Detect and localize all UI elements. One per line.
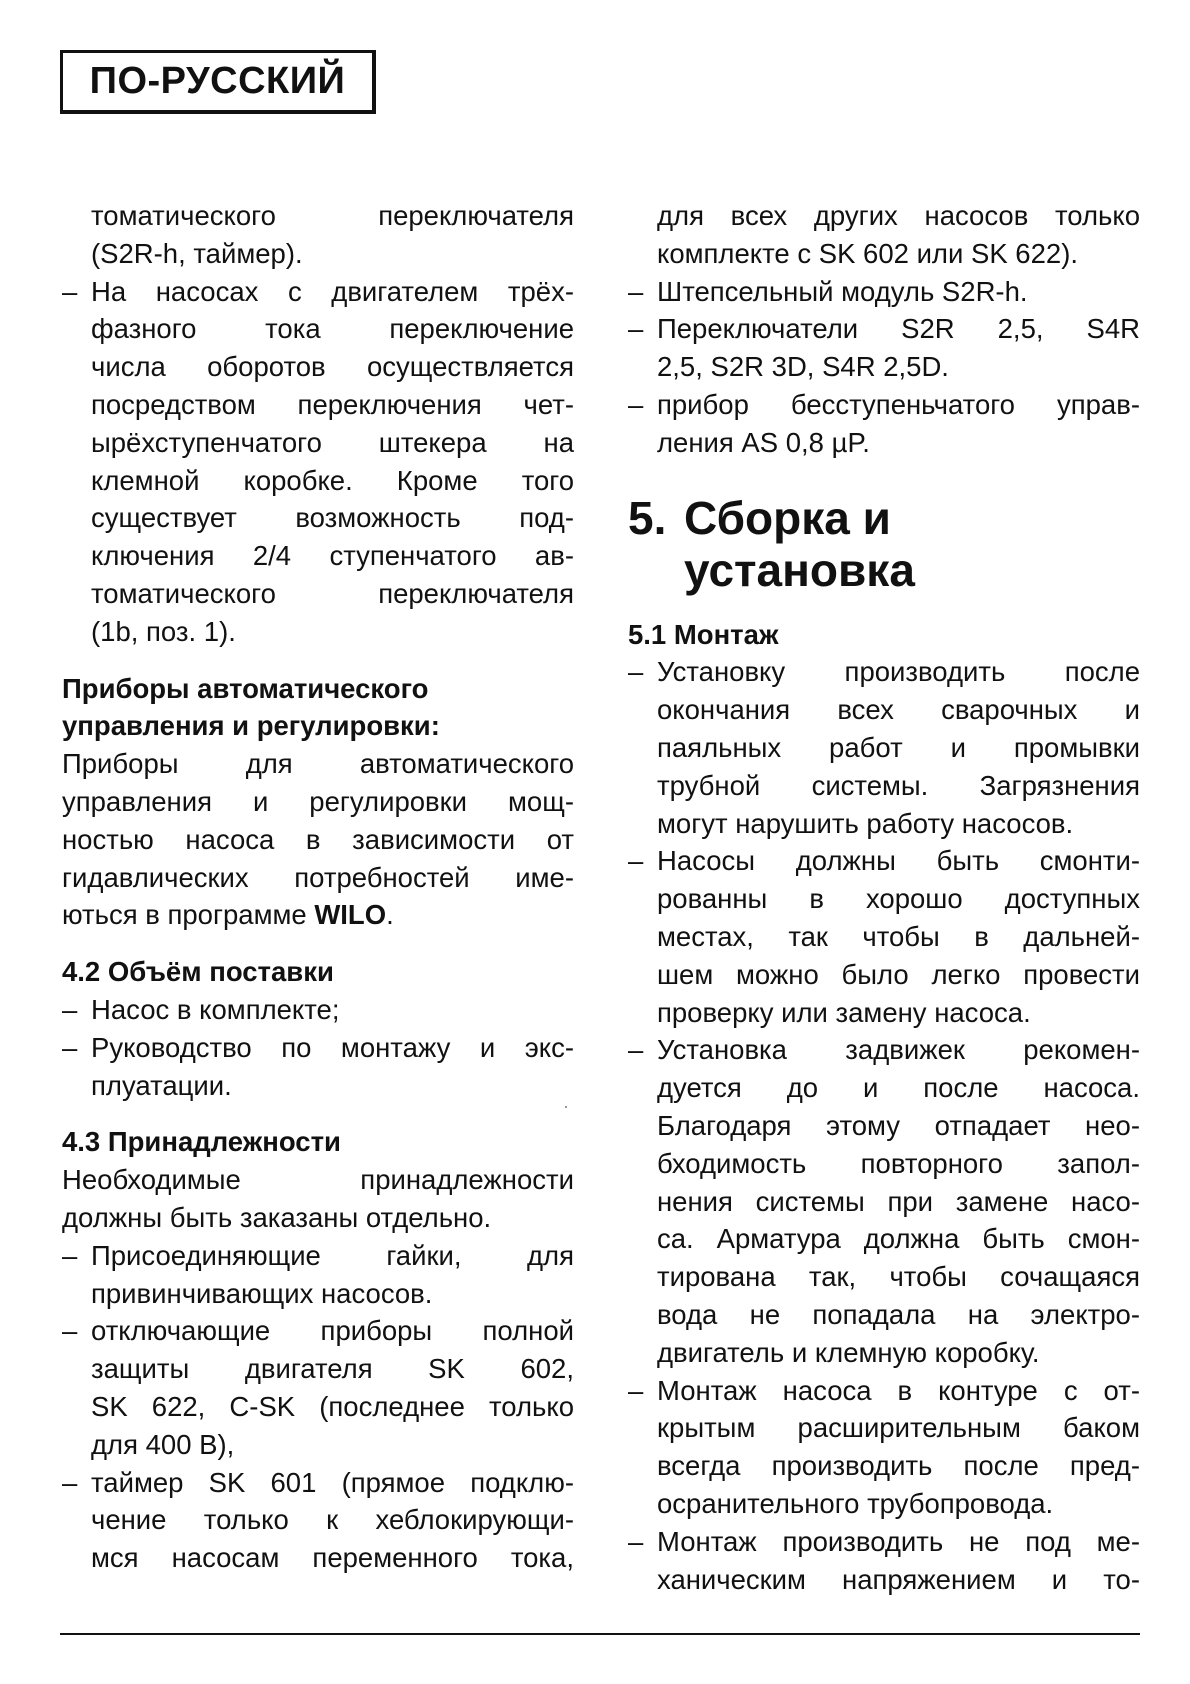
mounting-heading: 5.1 Монтаж [628, 618, 779, 650]
list-item: – Установку производить после окончания всех сварочных и паяльных работ и промывки трубной системы. Загрязнения могут нарушить работу насосов. [628, 656, 1140, 839]
scan-speck [565, 1106, 567, 1108]
list-item: – прибор бесступеньчатого управ- ления AS 0,8 µP. [628, 388, 1140, 458]
language-label: ПО-РУССКИЙ [60, 50, 376, 114]
list-item: – таймер SK 601 (прямое подклю- чение только к хеблокирующи- мся насосам переменного тока, [62, 1466, 574, 1574]
list-item: – Присоединяющие гайки, для привинчивающих насосов. [62, 1239, 574, 1309]
list-item: – Руководство по монтажу и экс- плуатации. [62, 1031, 574, 1101]
list-item: – Монтаж производить не под ме- ханическим напряжением и то- [628, 1525, 1140, 1595]
list-item: – Переключатели S2R 2,5, S4R 2,5, S2R 3D, S4R 2,5D. [628, 313, 1140, 383]
list-item: – Установка задвижек рекомен- дуется до и после насоса. Благодаря этому отпадает нео- бходимость повторного запол- нения системы при замене насо- са. Арматура должна быть смон- тирована так, чтобы сочащаяся вода не попадала на электро- двигатель и клемную коробку. [628, 1034, 1140, 1368]
right-continued-text: для всех других насосов только комплекте с SK 602 или SK 622). [657, 200, 1140, 269]
accessories-intro: Необходимые принадлежности должны быть заказаны отдельно. [62, 1164, 574, 1233]
list-item: – Насос в комплекте; [62, 993, 340, 1025]
footer-rule [60, 1633, 1140, 1635]
left-continued-text: томатического переключателя (S2R-h, таймер). [91, 200, 574, 269]
control-devices-text: Приборы для автоматического управления и регулировки мощ- ностью насоса в зависимости от гидавлических потребностей име- ються в программе WILO. [62, 748, 574, 931]
list-item: – На насосах с двигателем трёх- фазного тока переключение числа оборотов осуществляется посредством переключения чет- ырёхступенчатого штекера на клемной коробке. Кроме того существует возможность под- ключения 2/4 ступенчатого ав- томатического переключателя (1b, поз. 1). [62, 275, 574, 647]
section-heading: 5. Сборка и установка [628, 491, 915, 596]
right-column [628, 197, 1140, 1598]
delivery-heading: 4.2 Объём поставки [62, 956, 334, 988]
list-item: – Штепсельный модуль S2R-h. [628, 275, 1028, 307]
brand-name: WILO [314, 899, 387, 931]
list-item: – отключающие приборы полной защиты двигателя SK 602, SK 622, C-SK (последнее только для 400 В), [62, 1315, 574, 1460]
list-item: – Монтаж насоса в контуре с от- крытым расширительным баком всегда производить после пред- осранительного трубопровода. [628, 1374, 1140, 1519]
list-item: – Насосы должны быть смонти- рованны в хорошо доступных местах, так чтобы в дальней- шем можно было легко провести проверку или замену насоса. [628, 845, 1140, 1028]
accessories-heading: 4.3 Принадлежности [62, 1126, 341, 1158]
control-devices-heading: Приборы автоматического управления и регулировки: [62, 672, 440, 742]
left-column [62, 197, 574, 1577]
